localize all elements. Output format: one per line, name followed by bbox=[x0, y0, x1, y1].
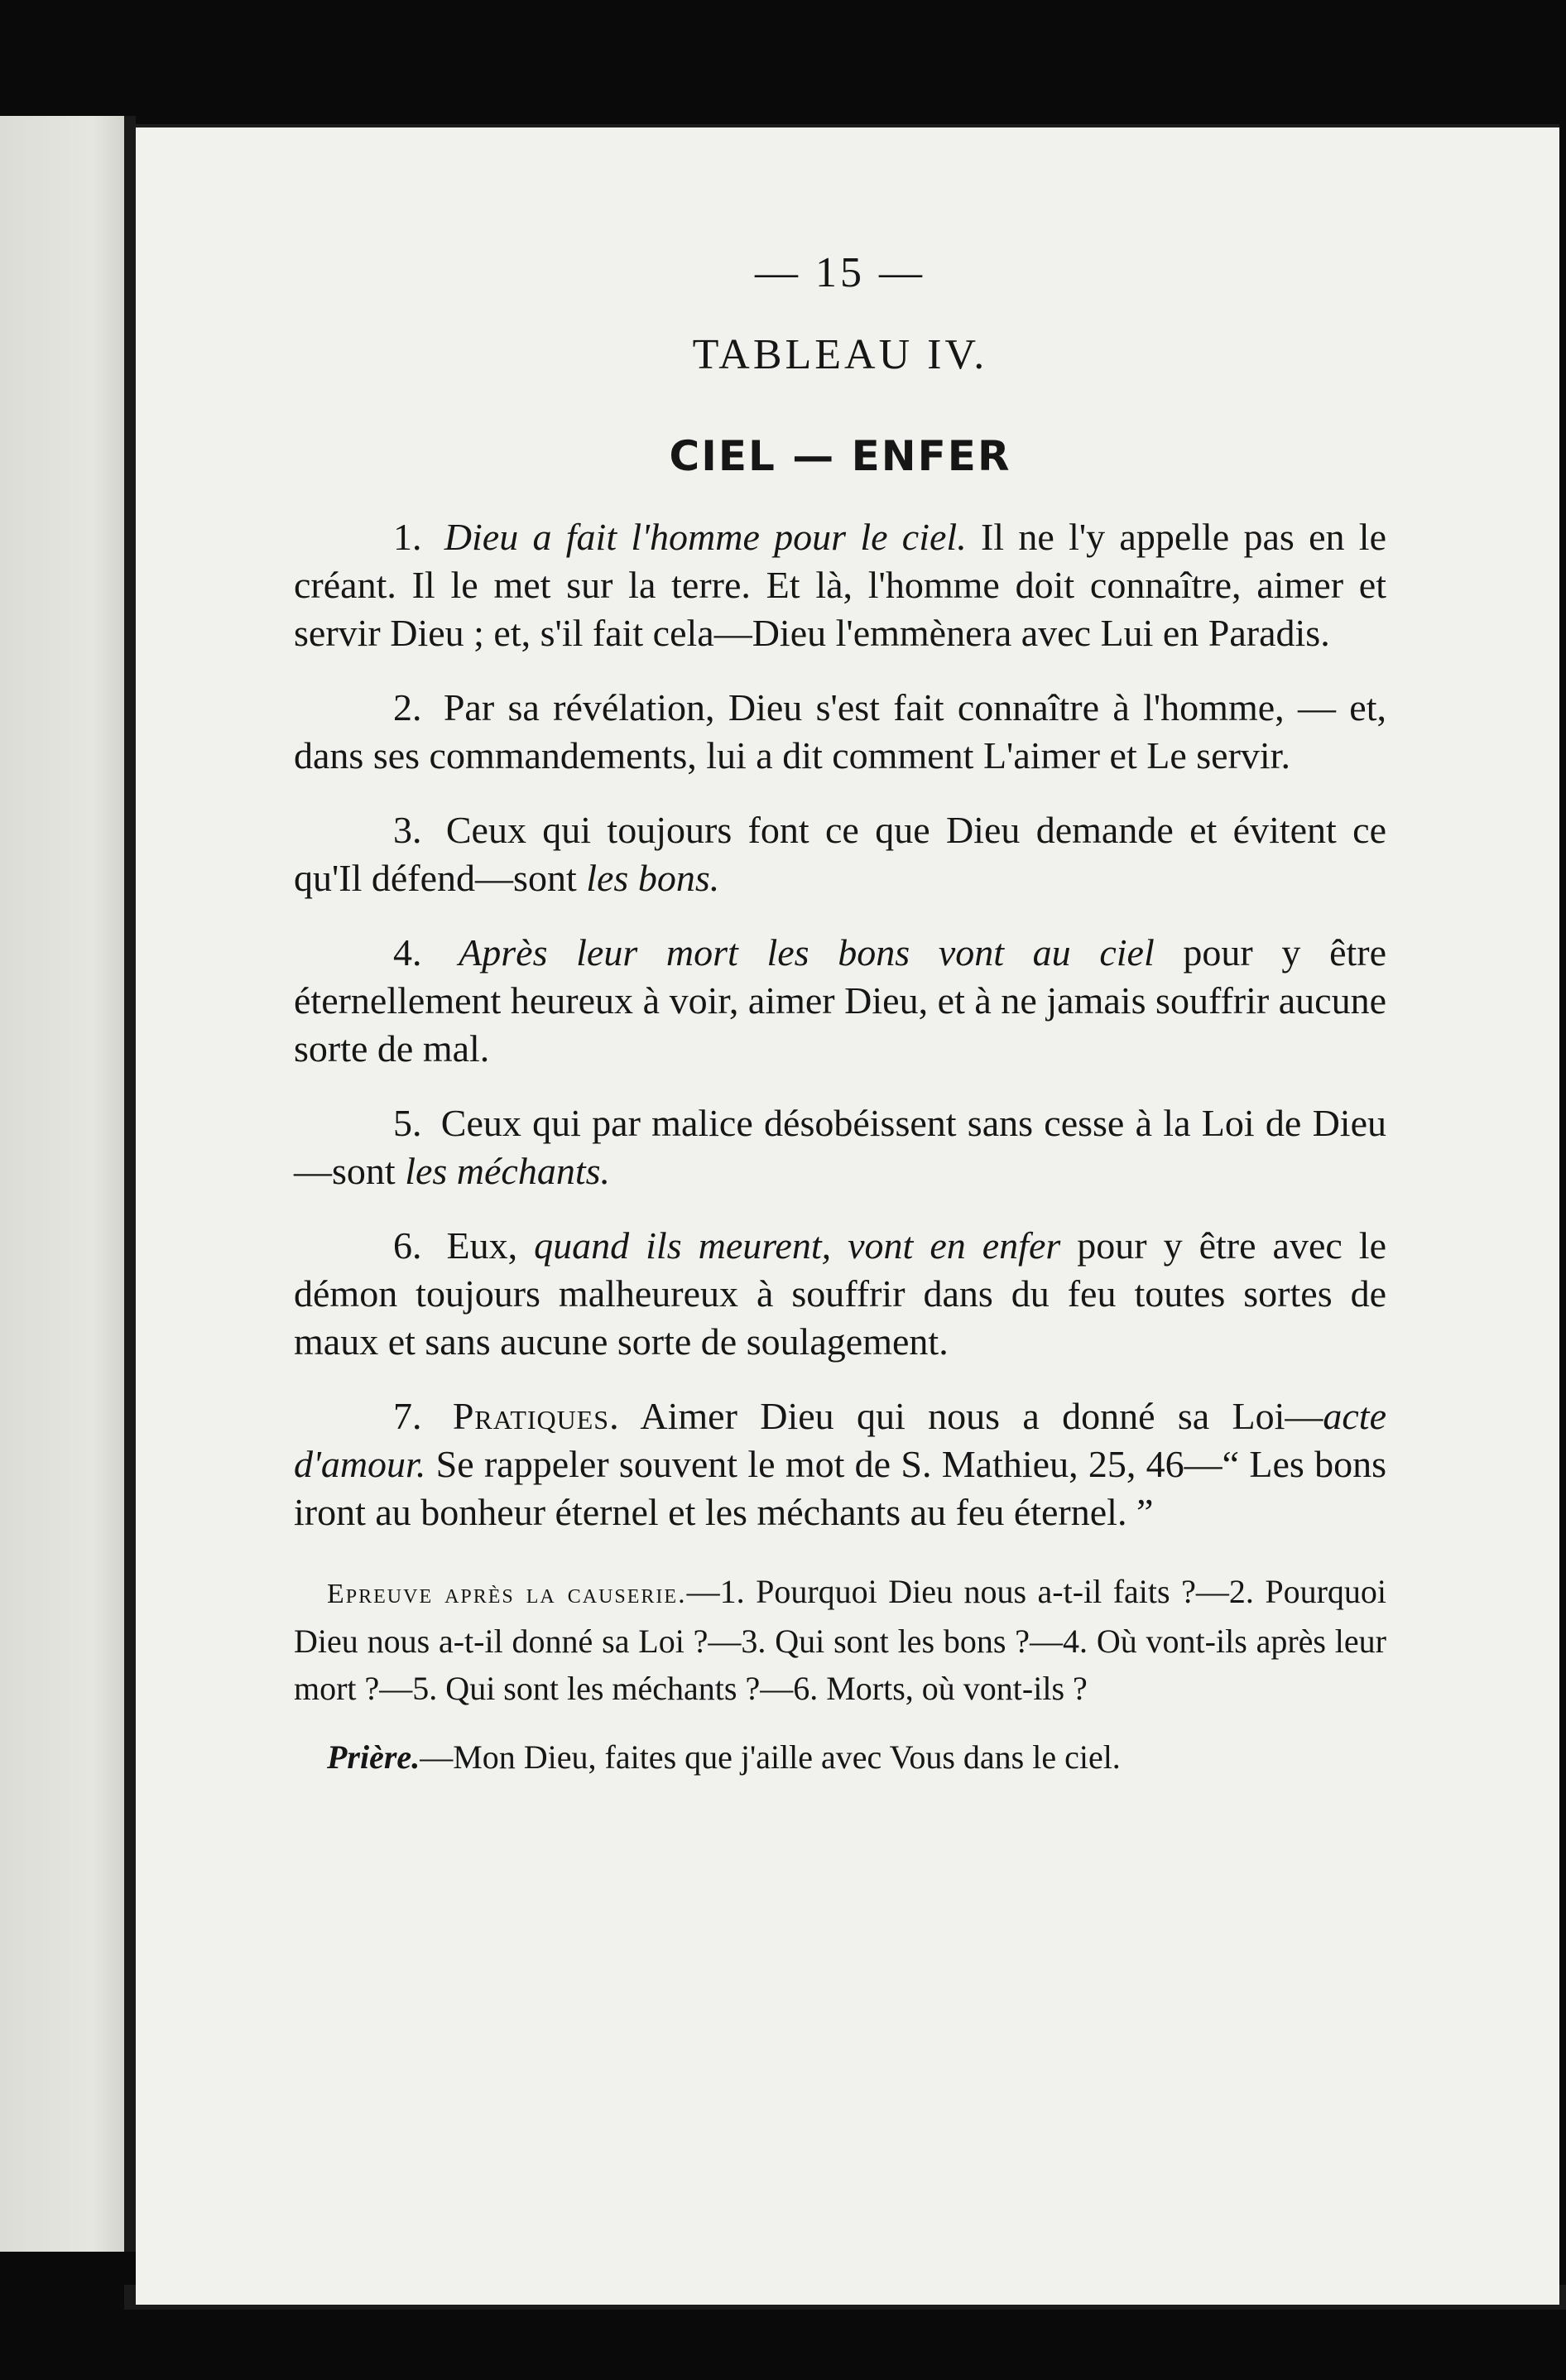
epreuve-text: —1. Pourquoi Dieu nous a-t-il faits ?—2. Pourquoi Dieu nous a-t-il donné sa Loi ?—3. Qui sont les bons ?—4. Où vont-ils après leur mort ?—5. Qui sont les méchants ?—6. Morts, où vont-ils ? bbox=[294, 1573, 1386, 1707]
priere-text: —Mon Dieu, faites que j'aille avec Vous dans le ciel. bbox=[420, 1738, 1121, 1776]
section-heading: CIEL — ENFER bbox=[669, 432, 1011, 480]
paragraph-number: 7. bbox=[393, 1395, 422, 1437]
paragraph-text-before: Eux, bbox=[446, 1224, 535, 1267]
paragraph-number: 3. bbox=[393, 809, 422, 851]
facing-page-edge bbox=[0, 116, 132, 2252]
paragraph-text-before: Aimer Dieu qui nous a donné sa Loi— bbox=[619, 1395, 1323, 1437]
paragraph-text: Par sa révélation, Dieu s'est fait connaître à l'homme, — et, dans ses commandements, lui a dit comment L'aimer et Le servir. bbox=[294, 686, 1387, 777]
paragraph-3 bbox=[294, 806, 1386, 902]
paragraph-text: pour y être éternellement heureux à voir, aimer Dieu, et à ne jamais souffrir aucune sorte de mal. bbox=[294, 931, 1386, 1070]
epreuve-label: Epreuve après la causerie. bbox=[327, 1579, 687, 1609]
paragraph-number: 4. bbox=[393, 931, 422, 974]
paragraph-italic-tail: les méchants. bbox=[405, 1150, 611, 1192]
paragraph-text: pour y être avec le démon toujours malheureux à souffrir dans du feu toutes sortes de maux et sans aucune sorte de soulagement. bbox=[294, 1224, 1387, 1363]
book-gutter bbox=[124, 116, 136, 2252]
page-content bbox=[294, 248, 1386, 1781]
paragraph-number: 2. bbox=[393, 686, 422, 728]
paragraph-number: 5. bbox=[393, 1102, 422, 1144]
priere-label: Prière. bbox=[327, 1738, 420, 1776]
paragraph-text: Ceux qui toujours font ce que Dieu demande et évitent ce qu'Il défend—sont bbox=[294, 809, 1387, 899]
paragraph-text: Il ne l'y appelle pas en le créant. Il le met sur la terre. Et là, l'homme doit connaître, aimer et servir Dieu ; et, s'il fait cela—Dieu l'emmènera avec Lui en Paradis. bbox=[294, 516, 1386, 654]
paragraph-number: 1. bbox=[393, 516, 422, 558]
pratiques-label: Pratiques. bbox=[452, 1395, 620, 1437]
paragraph-text: Ceux qui par malice désobéissent sans cesse à la Loi de Dieu—sont bbox=[294, 1102, 1386, 1192]
tableau-title: TABLEAU IV. bbox=[692, 331, 988, 378]
paragraph-2 bbox=[294, 684, 1386, 780]
paragraph-italic-mid: quand ils meurent, vont en enfer bbox=[534, 1224, 1061, 1267]
paragraph-italic-lead: Dieu a fait l'homme pour le ciel. bbox=[444, 516, 967, 558]
paragraph-6 bbox=[294, 1222, 1386, 1366]
paragraph-5 bbox=[294, 1099, 1386, 1195]
paragraph-1 bbox=[294, 513, 1386, 657]
paragraph-4 bbox=[294, 929, 1386, 1073]
paragraph-italic-mid: acte d'amour. bbox=[294, 1395, 1387, 1485]
paragraph-text: Se rappeler souvent le mot de S. Mathieu, 25, 46—“ Les bons iront au bonheur éternel et les méchants au feu éternel. ” bbox=[294, 1443, 1386, 1533]
page-number: — 15 — bbox=[755, 249, 925, 296]
paragraph-italic-lead: Après leur mort les bons vont au ciel bbox=[459, 931, 1155, 974]
paragraph-7 bbox=[294, 1392, 1386, 1536]
priere-section bbox=[294, 1733, 1386, 1781]
paragraph-italic-tail: les bons. bbox=[586, 857, 720, 899]
paragraph-number: 6. bbox=[393, 1224, 422, 1267]
epreuve-section bbox=[294, 1568, 1386, 1712]
